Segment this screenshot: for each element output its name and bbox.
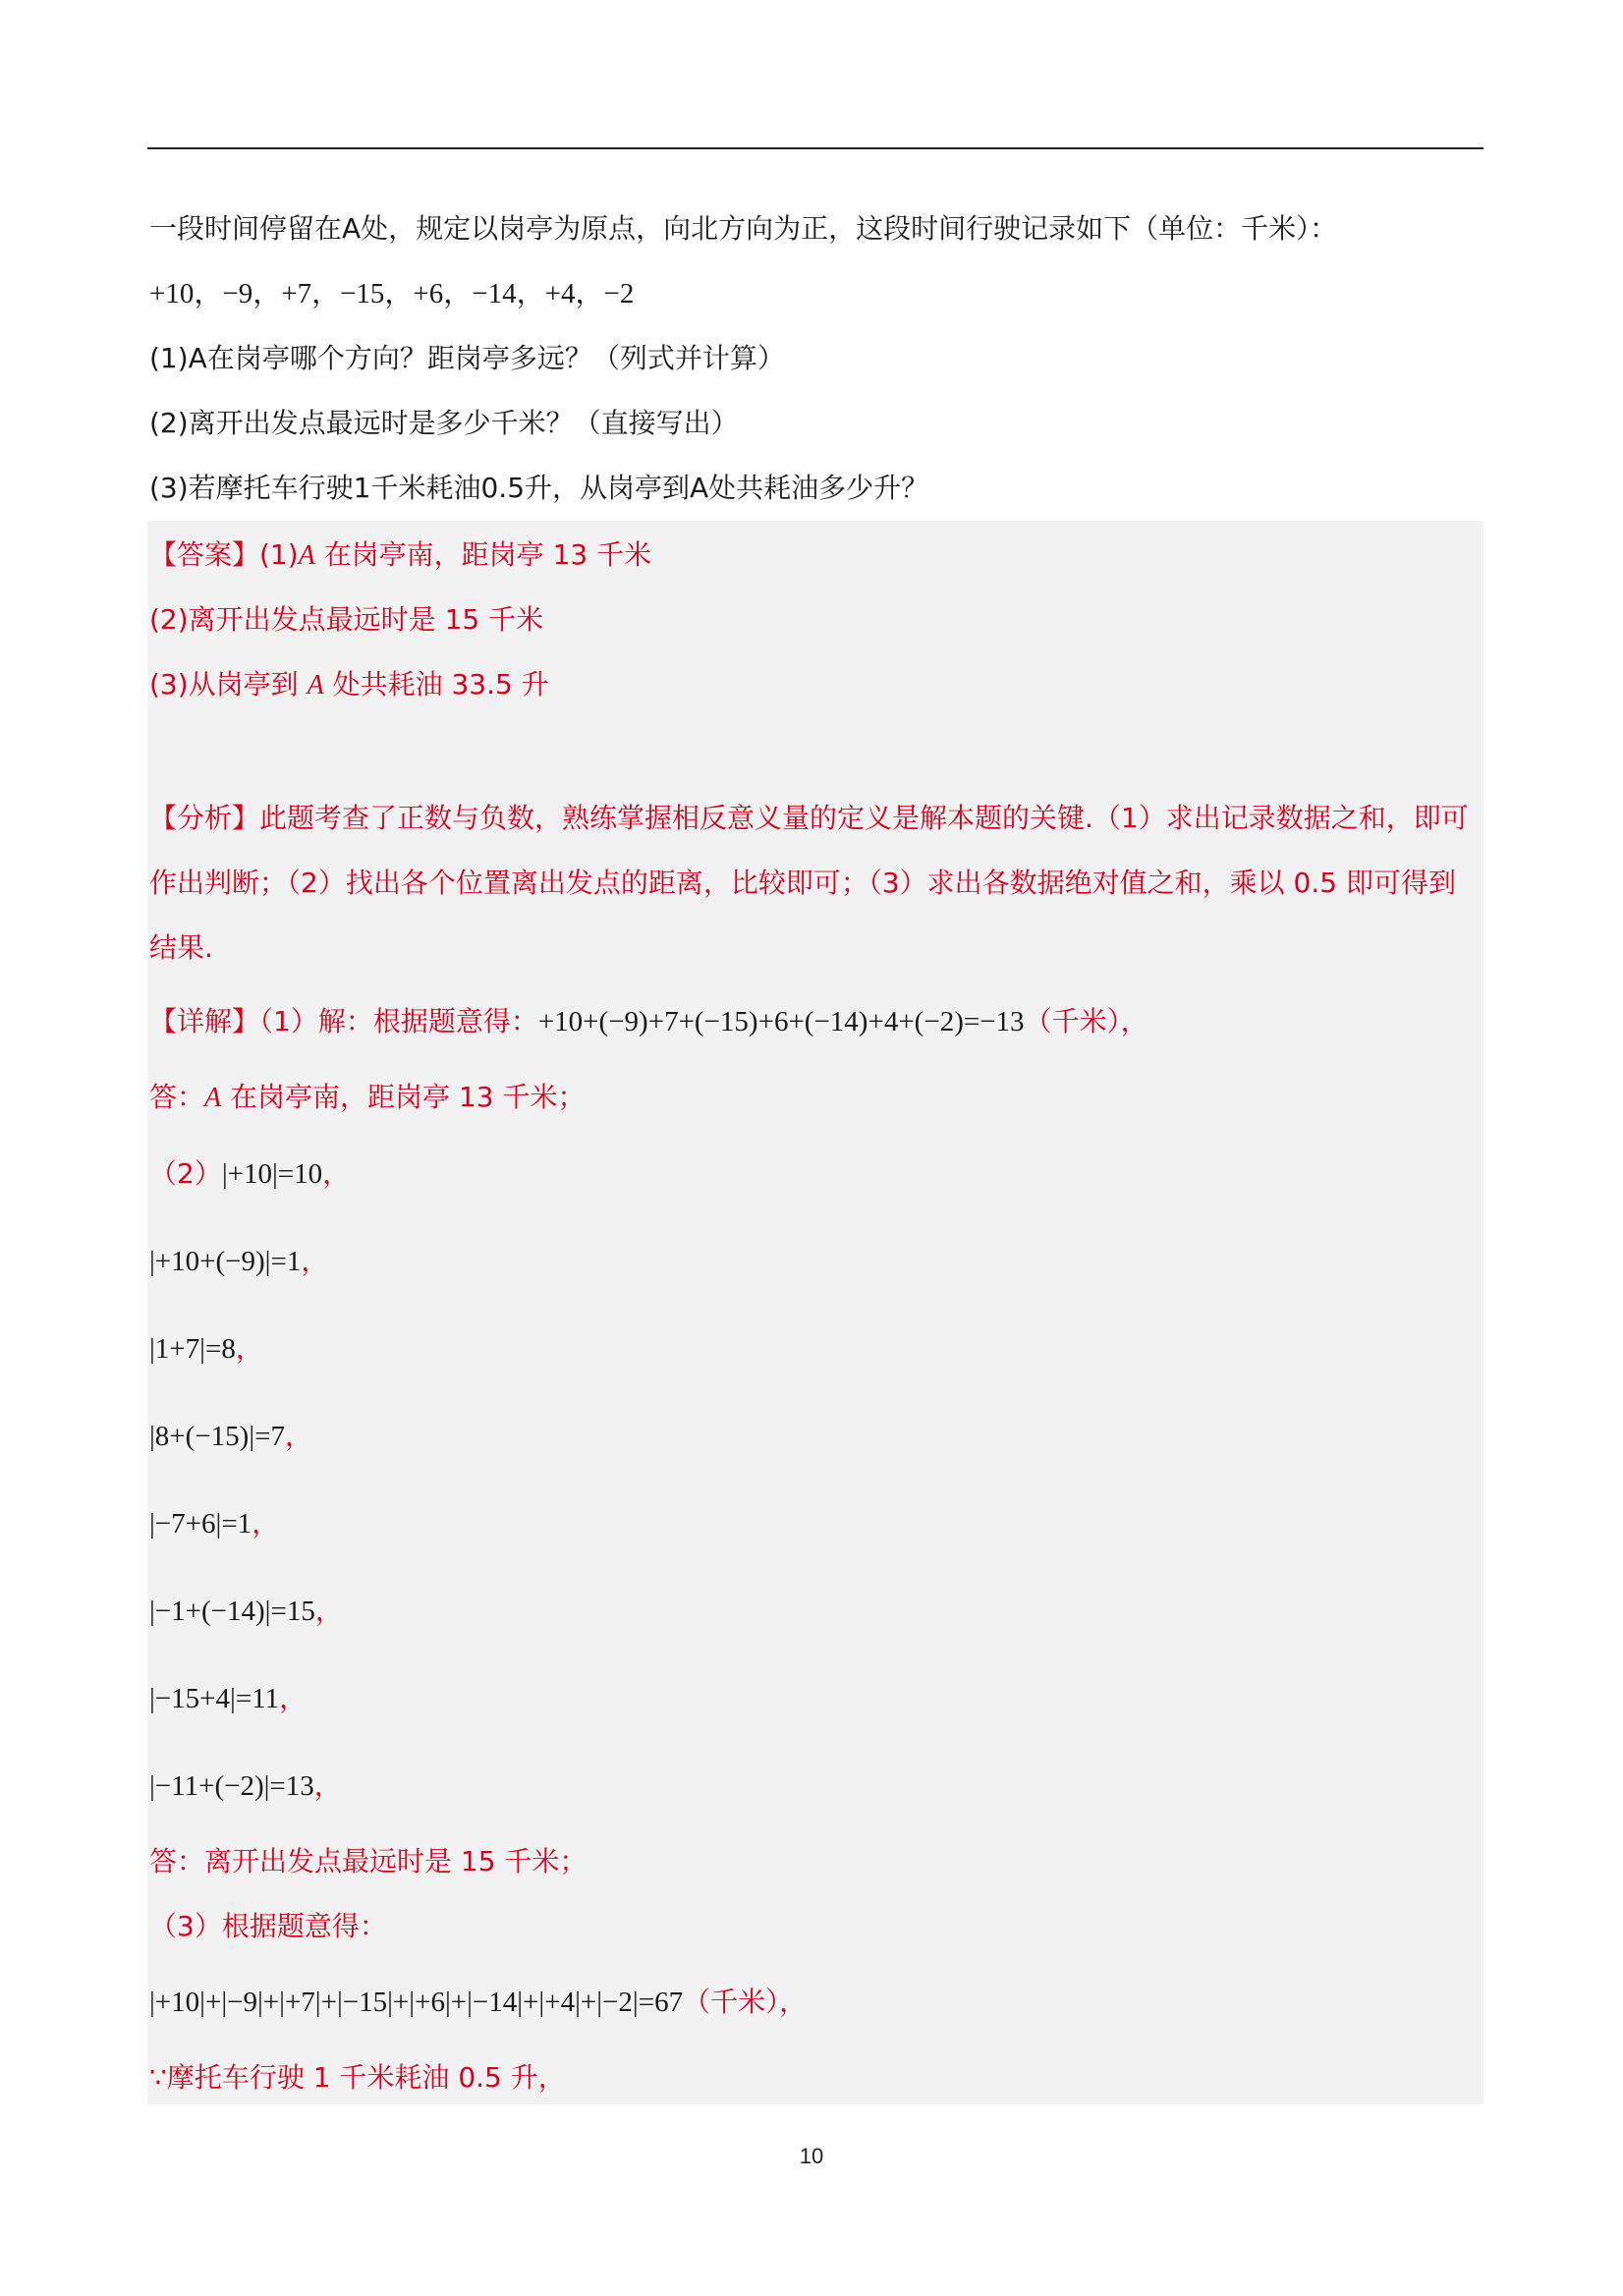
punctuation: ， — [235, 1332, 263, 1365]
equation: |+10|=10 — [221, 1158, 323, 1190]
answer-line-3 — [149, 660, 1482, 710]
page-number: 10 — [799, 2144, 824, 2168]
step-row — [149, 1149, 1482, 1199]
answer-var: A — [298, 540, 315, 571]
header-rule — [147, 147, 1483, 149]
question-3: (3)若摩托车行驶1千米耗油0.5升，从岗亭到A处共耗油多少升？ — [149, 472, 929, 504]
answer-label: 【答案】(1) — [149, 538, 299, 571]
unit-text: （千米）， — [1024, 1005, 1148, 1037]
answer-text: (3)从岗亭到 — [149, 668, 308, 700]
because-line: ∵摩托车行驶 1 千米耗油 0.5 升， — [149, 2061, 566, 2094]
detail-answer-2: 答：离开出发点最远时是 15 千米； — [149, 1845, 588, 1877]
step-row — [149, 1499, 1482, 1548]
analysis-paragraph: 【分析】此题考查了正数与负数，熟练掌握相反意义量的定义是解本题的关键.（1）求出记录数据之和，即可作出判断；（2）找出各个位置离出发点的距离，比较即可；（3）求出各数据绝对值之和，乘以 0.5 即可得到结果. — [149, 802, 1469, 964]
punctuation: ， — [279, 1682, 308, 1714]
answer-line-2: (2)离开出发点最远时是 15 千米 — [149, 603, 544, 636]
step-row — [149, 1237, 1482, 1286]
step-row — [149, 1412, 1482, 1461]
question-block — [149, 196, 1482, 521]
question-intro: 一段时间停留在A处，规定以岗亭为原点，向北方向为正，这段时间行驶记录如下（单位：千米）： — [149, 212, 1338, 245]
punctuation: ， — [301, 1245, 329, 1277]
equation: |+10+(−9)|=1 — [149, 1246, 302, 1277]
question-1: (1)A在岗亭哪个方向？距岗亭多远？（列式并计算） — [149, 342, 785, 374]
detail-line-1 — [149, 997, 1482, 1046]
equation: |1+7|=8 — [149, 1333, 236, 1365]
part-label: （2） — [149, 1157, 222, 1190]
equation: |−15+4|=11 — [149, 1683, 280, 1714]
punctuation: ， — [285, 1420, 313, 1452]
answer-var: A — [204, 1083, 222, 1113]
punctuation: ， — [314, 1595, 343, 1627]
step-row — [149, 1674, 1482, 1723]
punctuation: ， — [252, 1507, 280, 1540]
step-row — [149, 1324, 1482, 1373]
part-3-head: （3）根据题意得： — [149, 1910, 387, 1942]
detail-label: 【详解】（1）解：根据题意得： — [149, 1005, 538, 1037]
answer-line-1 — [149, 531, 1482, 581]
record-values: +10，−9，+7，−15，+6，−14，+4，−2 — [149, 278, 635, 309]
punctuation: ， — [322, 1157, 351, 1190]
answer-text: 在岗亭南，距岗亭 13 千米 — [314, 538, 652, 571]
detail-line-3 — [149, 1978, 1482, 2027]
equation: |−1+(−14)|=15 — [149, 1596, 315, 1627]
answer-var: A — [307, 670, 324, 700]
equation: |+10|+|−9|+|+7|+|−15|+|+6|+|−14|+|+4|+|−2|=67 — [149, 1987, 684, 2018]
answer-text: 处共耗油 33.5 升 — [323, 668, 549, 700]
answer-text: 在岗亭南，距岗亭 13 千米； — [221, 1081, 586, 1113]
unit-text: （千米）， — [683, 1986, 808, 2018]
equation: +10+(−9)+7+(−15)+6+(−14)+4+(−2)=−13 — [537, 1006, 1025, 1037]
step-row — [149, 1762, 1482, 1811]
equation: |8+(−15)|=7 — [149, 1421, 285, 1452]
detail-answer-1 — [149, 1073, 1482, 1123]
punctuation: ， — [313, 1769, 342, 1802]
answer-box — [147, 521, 1483, 2104]
equation: |−11+(−2)|=13 — [149, 1770, 314, 1802]
question-2: (2)离开出发点最远时是多少千米？（直接写出） — [149, 407, 739, 439]
answer-text: 答： — [149, 1081, 205, 1113]
step-row — [149, 1587, 1482, 1636]
equation: |−7+6|=1 — [149, 1508, 252, 1540]
